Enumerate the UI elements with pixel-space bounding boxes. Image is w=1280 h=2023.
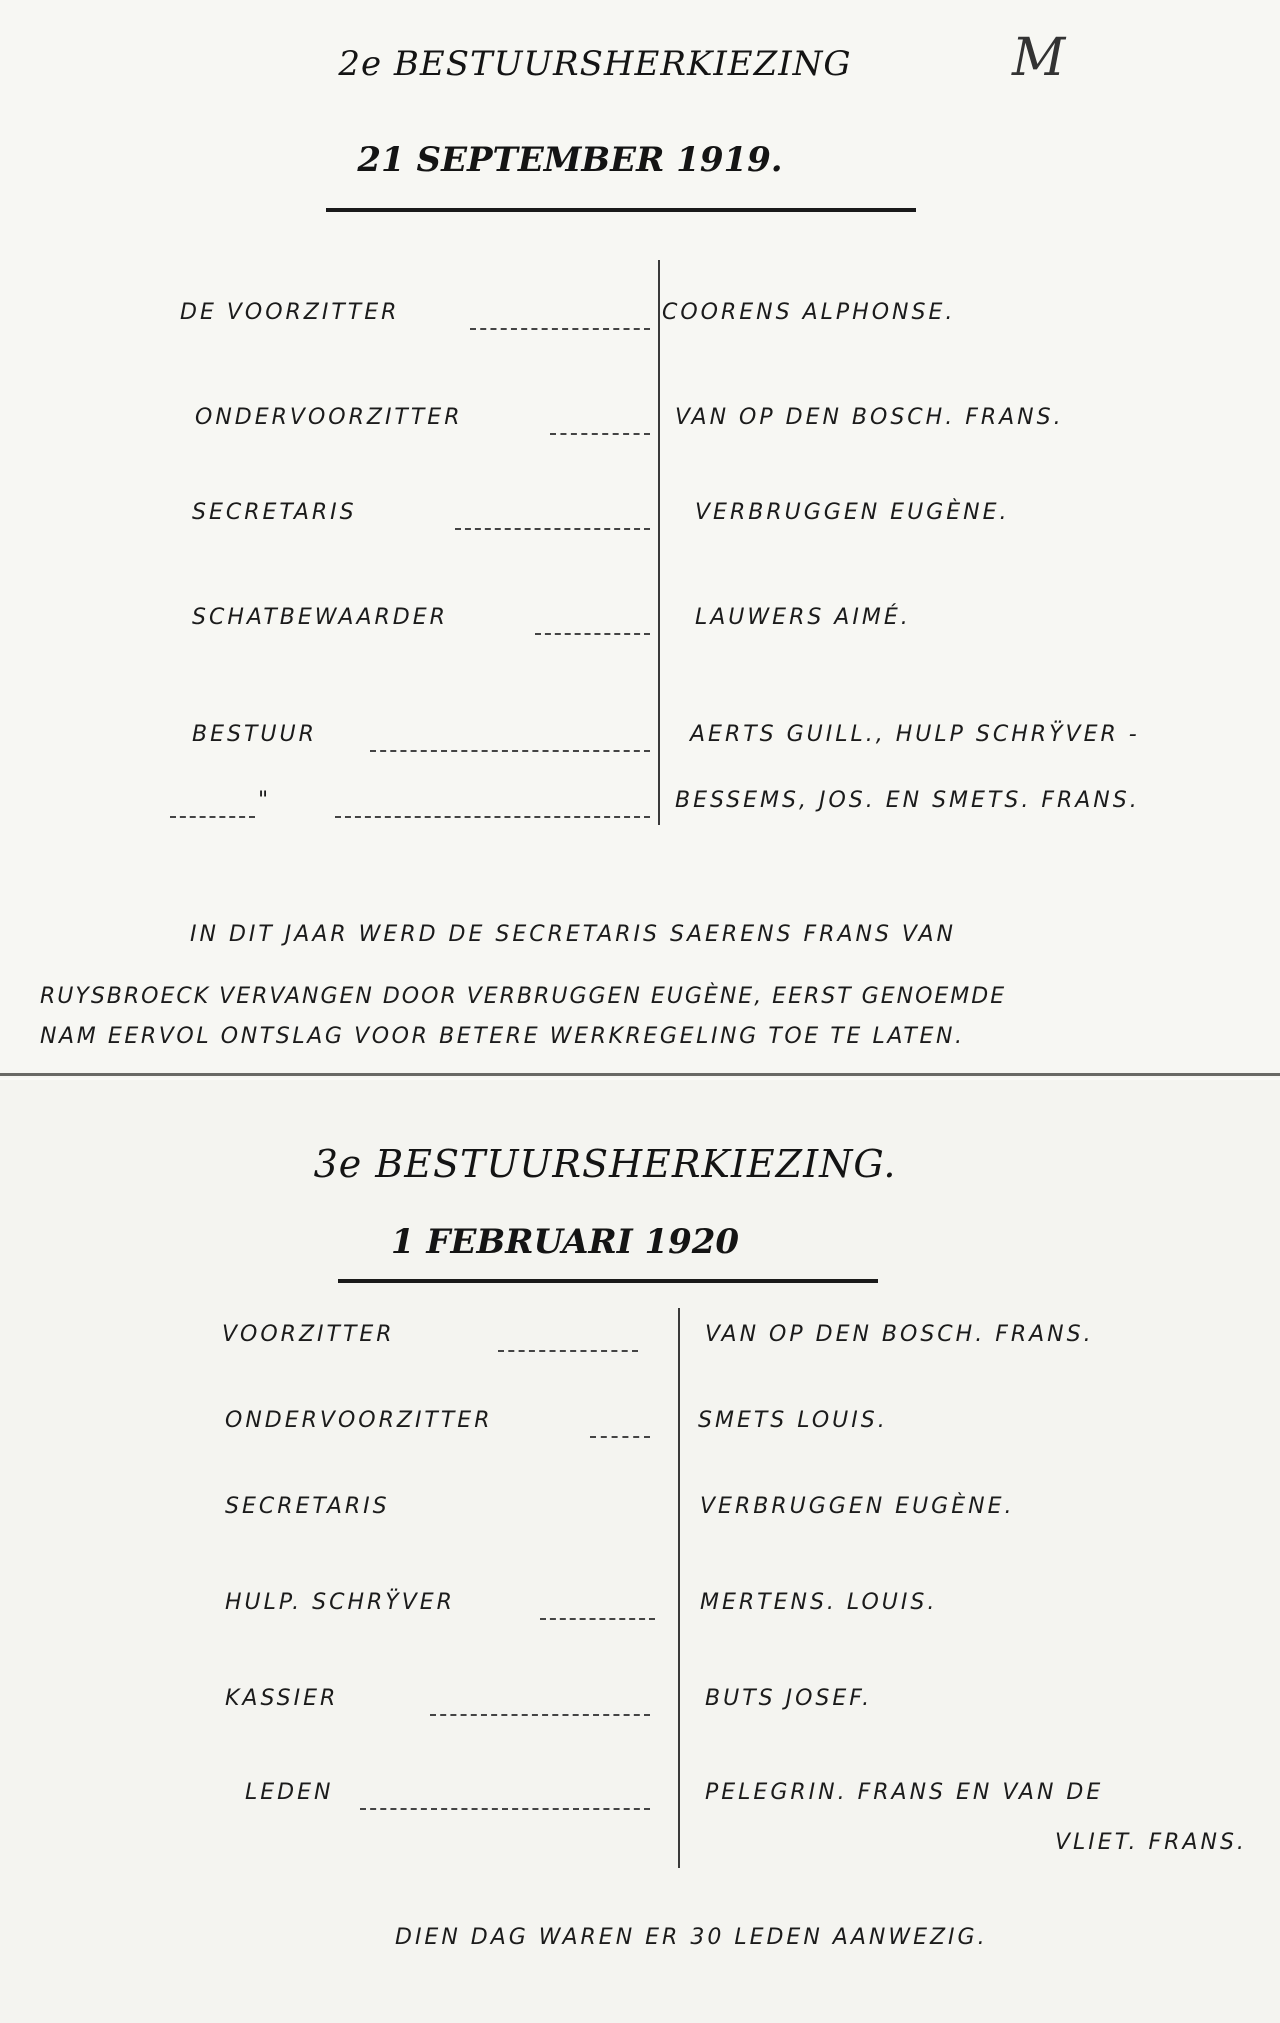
dot-leader (470, 328, 650, 330)
dot-leader (455, 528, 650, 530)
section1-note-line: RUYSBROECK VERVANGEN DOOR VERBRUGGEN EUGÈNE, EERST GENOEMDE (40, 984, 1007, 1009)
section2-rule (338, 1279, 878, 1283)
dot-leader (590, 1436, 650, 1438)
member-name: VLIET. FRANS. (1055, 1830, 1247, 1855)
section2-row (0, 1780, 1280, 1820)
section2-row (0, 1494, 1280, 1534)
role-label: ONDERVOORZITTER (195, 405, 463, 430)
section1-note-line: NAM EERVOL ONTSLAG VOOR BETERE WERKREGELING TOE TE LATEN. (40, 1024, 965, 1049)
section1-note-line: IN DIT JAAR WERD DE SECRETARIS SAERENS FRANS VAN (190, 922, 956, 947)
section2-row (0, 1590, 1280, 1630)
section2-date: 1 FEBRUARI 1920 (390, 1222, 740, 1262)
role-label: DE VOORZITTER (180, 300, 400, 325)
member-name: BUTS JOSEF. (705, 1686, 873, 1711)
member-name: SMETS LOUIS. (698, 1408, 888, 1433)
section1-rule (326, 208, 916, 212)
member-name: VAN OP DEN BOSCH. FRANS. (675, 405, 1064, 430)
section1-heading: 2e BESTUURSHERKIEZING (338, 44, 852, 84)
role-label: SCHATBEWAARDER (192, 605, 448, 630)
dot-leader (430, 1714, 650, 1716)
section1-row (0, 300, 1280, 340)
section2-note: DIEN DAG WAREN ER 30 LEDEN AANWEZIG. (395, 1925, 988, 1950)
section1-mark: M (1012, 28, 1066, 88)
member-name: AERTS GUILL., HULP SCHRŸVER - (690, 722, 1140, 747)
section1-row (0, 722, 1280, 762)
dot-leader (498, 1350, 638, 1352)
section2-row (0, 1830, 1280, 1870)
dot-leader (170, 816, 255, 818)
dot-leader (540, 1618, 655, 1620)
dot-leader (550, 433, 650, 435)
page-divider (0, 1073, 1280, 1076)
dot-leader (360, 1808, 650, 1810)
role-label: " (258, 788, 272, 813)
section2-heading: 3e BESTUURSHERKIEZING. (313, 1142, 897, 1186)
member-name: BESSEMS, JOS. EN SMETS. FRANS. (675, 788, 1140, 813)
role-label: VOORZITTER (222, 1322, 395, 1347)
role-label: ONDERVOORZITTER (225, 1408, 493, 1433)
section2-row (0, 1322, 1280, 1362)
member-name: PELEGRIN. FRANS EN VAN DE (705, 1780, 1104, 1805)
dot-leader (335, 816, 650, 818)
section1-date: 21 SEPTEMBER 1919. (357, 140, 783, 180)
member-name: LAUWERS AIMÉ. (695, 605, 911, 630)
member-name: VAN OP DEN BOSCH. FRANS. (705, 1322, 1094, 1347)
section1-row (0, 788, 1280, 828)
role-label: KASSIER (225, 1686, 339, 1711)
section1-row (0, 405, 1280, 445)
section2-row (0, 1686, 1280, 1726)
dot-leader (535, 633, 650, 635)
section2-row (0, 1408, 1280, 1448)
member-name: VERBRUGGEN EUGÈNE. (695, 500, 1010, 525)
dot-leader (370, 750, 650, 752)
role-label: BESTUUR (192, 722, 317, 747)
role-label: LEDEN (245, 1780, 334, 1805)
role-label: HULP. SCHRŸVER (225, 1590, 455, 1615)
member-name: VERBRUGGEN EUGÈNE. (700, 1494, 1015, 1519)
role-label: SECRETARIS (225, 1494, 390, 1519)
member-name: MERTENS. LOUIS. (700, 1590, 938, 1615)
member-name: COORENS ALPHONSE. (662, 300, 956, 325)
section1-row (0, 500, 1280, 540)
section1-row (0, 605, 1280, 645)
role-label: SECRETARIS (192, 500, 357, 525)
